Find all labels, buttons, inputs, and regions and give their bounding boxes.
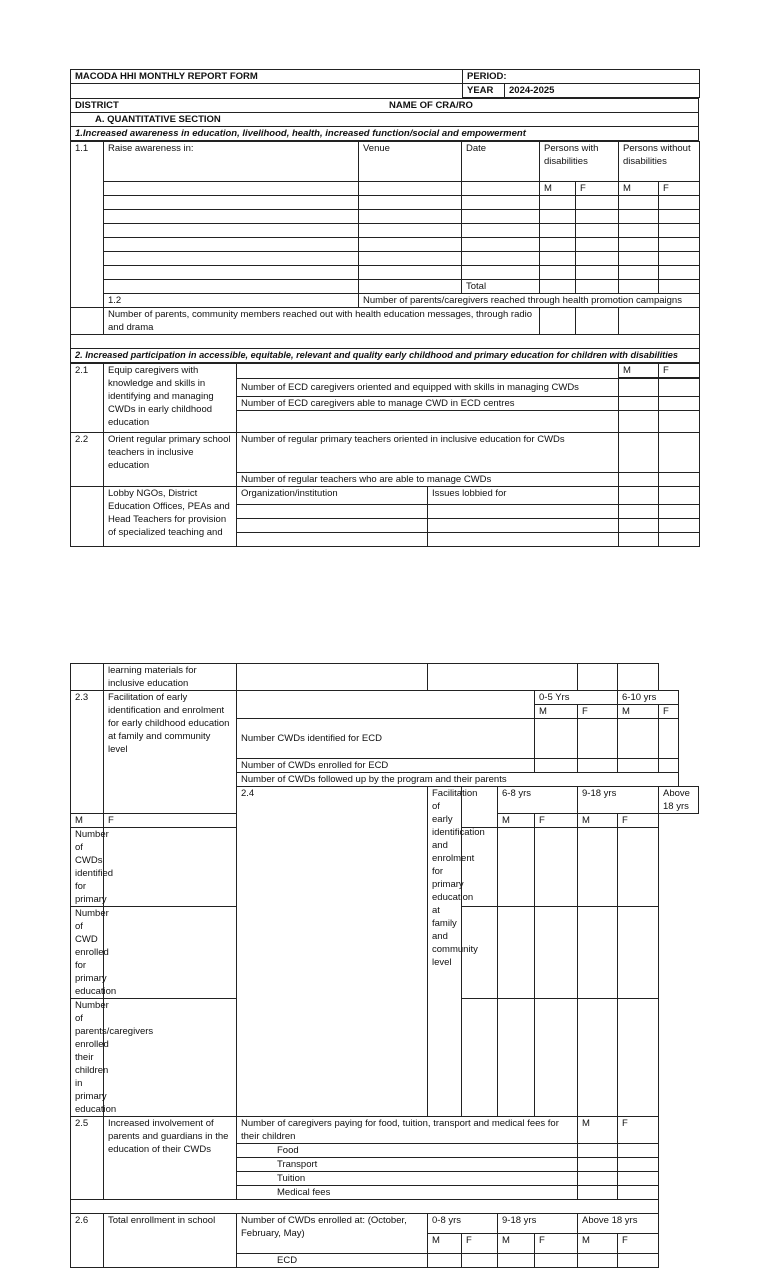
issues-header: Issues lobbied for [428,487,619,505]
table-cell [104,828,237,907]
f-header: F [618,1117,659,1144]
table-cell [359,238,462,252]
table-cell [659,759,679,773]
table-cell [576,224,619,238]
table-cell [659,397,700,411]
table-cell [659,473,700,487]
m-header: M [578,1234,618,1254]
district-label: DISTRICT [75,100,119,111]
f-header: F [659,364,700,378]
table-cell [540,224,576,238]
f-header: F [618,1234,659,1254]
table-cell [104,210,359,224]
f-header: F [659,182,700,196]
table-cell [618,759,659,773]
table-cell [576,308,619,335]
ecd-oriented-label: Number of ECD caregivers oriented and equipped with skills in managing CWDs [237,379,619,397]
cwds-identified-primary-label: Number of CWDs identified for primary [71,828,104,907]
table-cell [619,210,659,224]
tuition-label: Tuition [237,1172,578,1186]
early-identification-ecd-label: Facilitation of early identification and enrolment for early childhood education at family and community level [104,691,237,814]
table-cell [359,266,462,280]
teachers-oriented-label: Number of regular primary teachers oriented in inclusive education for CWDs [237,433,619,473]
radio-drama-label: Number of parents, community members reached out with health education messages, through radio and drama [104,308,540,335]
table-cell [104,280,359,294]
m-header: M [578,814,618,828]
transport-label: Transport [237,1158,578,1172]
table-cell [237,691,535,719]
table-cell [71,664,104,691]
table-cell [535,1254,578,1268]
table-cell [540,308,576,335]
age-0-5-header: 0-5 Yrs [535,691,618,705]
org-header: Organization/institution [237,487,428,505]
table-cell [618,999,659,1117]
table-cell [659,280,700,294]
f-header: F [535,1234,578,1254]
table-cell [359,224,462,238]
m-header: M [71,814,104,828]
table-cell [462,182,540,196]
table-cell [659,379,700,397]
row-2-2-number: 2.2 [71,433,104,487]
section-a-title: A. QUANTITATIVE SECTION [71,113,699,127]
row-1-2-number: 1.2 [104,294,359,308]
age-above-18-header: Above 18 yrs [659,787,699,814]
table-cell [540,280,576,294]
table-cell [578,1158,618,1172]
table-cell [578,719,618,759]
m-header: M [540,182,576,196]
table-cell [659,238,700,252]
blank-cell [71,84,463,98]
table-cell [619,411,659,433]
table-cell [659,210,700,224]
age-0-8-header: 0-8 yrs [428,1214,498,1234]
table-cell [619,505,659,519]
orient-teachers-label: Orient regular primary school teachers in inclusive education [104,433,237,487]
age-6-8-header: 6-8 yrs [498,787,578,814]
table-cell [659,519,700,533]
table-cell [618,828,659,907]
table-cell [535,999,578,1117]
m-header: M [535,705,578,719]
m-header: M [618,705,659,719]
table-cell [578,759,618,773]
ecd-able-label: Number of ECD caregivers able to manage CWD in ECD centres [237,397,619,411]
row-2-4-number: 2.4 [237,787,428,1117]
f-header: F [104,814,237,828]
header-table [70,69,700,98]
table-cell [104,252,359,266]
outcome-1-heading: 1.Increased awareness in education, livelihood, health, increased function/social and empowerment [71,127,699,141]
period-label: PERIOD: [463,70,700,84]
table-cell [428,664,578,691]
form-title: MACODA HHI MONTHLY REPORT FORM [71,70,463,84]
m-header: M [498,814,535,828]
table-cell [618,1158,659,1172]
table-cell [659,224,700,238]
table-cell [237,533,428,547]
f-header: F [462,1234,498,1254]
table-cell [535,828,578,907]
table-cell [576,266,619,280]
table-cell [104,182,359,196]
table-cell [535,719,578,759]
table-cell [619,379,659,397]
table-cell [578,999,618,1117]
table-cell [498,1254,535,1268]
table-cell [359,280,462,294]
medical-fees-label: Medical fees [237,1186,578,1200]
table-cell [104,238,359,252]
table-cell [619,196,659,210]
raise-awareness-label: Raise awareness in: [104,142,359,182]
table-cell [359,196,462,210]
table-cell [462,266,540,280]
table-cell [237,364,619,379]
pwod-header: Persons without disabilities [619,142,700,182]
table-cell [619,473,659,487]
caregivers-paying-label: Number of caregivers paying for food, tuition, transport and medical fees for their children [237,1117,578,1144]
table-cell [104,266,359,280]
m-header: M [498,1234,535,1254]
table-cell [618,907,659,999]
health-promotion-label: Number of parents/caregivers reached through health promotion campaigns [359,294,700,308]
continuation-table [70,663,699,1268]
table-cell [104,224,359,238]
equip-caregivers-label: Equip caregivers with knowledge and skills in identifying and managing CWDs in early childhood education [104,364,237,433]
cwds-followed-up-label: Number of CWDs followed up by the program and their parents [237,773,679,787]
age-9-18-header: 9-18 yrs [578,787,659,814]
table-cell [578,664,618,691]
table-cell [428,505,619,519]
table-cell [540,252,576,266]
outcome-2-heading: 2. Increased participation in accessible, equitable, relevant and quality early childhood and primary education for children with disabilities [71,349,700,363]
table-cell [578,1186,618,1200]
outcome-2-table [70,363,700,547]
row-2-5-number: 2.5 [71,1117,104,1200]
venue-header: Venue [359,142,462,182]
outcome-1-table [70,141,700,363]
table-cell [462,196,540,210]
table-cell [576,252,619,266]
page-2-form [70,663,699,1268]
table-cell [619,397,659,411]
table-cell [498,828,535,907]
f-header: F [578,705,618,719]
total-enrollment-label: Total enrollment in school [104,1214,237,1268]
spacer-row [71,335,700,349]
row-1-1-number: 1.1 [71,142,104,308]
district-table [70,98,699,141]
table-cell [659,252,700,266]
table-cell [619,433,659,473]
table-cell [428,1254,462,1268]
table-cell [540,196,576,210]
table-cell [104,907,237,999]
table-cell [618,1144,659,1158]
table-cell [618,1172,659,1186]
table-cell [619,252,659,266]
table-cell [659,505,700,519]
table-cell [578,1172,618,1186]
cwds-enrolled-ecd-label: Number of CWDs enrolled for ECD [237,759,535,773]
table-cell [498,999,535,1117]
table-cell [576,280,619,294]
age-6-10-header: 6-10 yrs [618,691,679,705]
table-cell [462,999,498,1117]
total-label: Total [462,280,540,294]
table-cell [576,238,619,252]
f-header: F [659,705,679,719]
district-row [71,99,699,113]
table-cell [71,308,104,335]
parents-enrolled-label: Number of parents/caregivers enrolled their children in primary education [71,999,104,1117]
ecd-label: ECD [237,1254,428,1268]
f-header: F [618,814,659,828]
table-cell [659,411,700,433]
row-2-3-number: 2.3 [71,691,104,814]
table-cell [619,238,659,252]
table-cell [498,907,535,999]
table-cell [659,487,700,505]
table-cell [462,224,540,238]
table-cell [237,519,428,533]
teachers-able-label: Number of regular teachers who are able to manage CWDs [237,473,619,487]
table-cell [462,1254,498,1268]
cra-label: NAME OF CRA/RO [389,100,473,111]
m-header: M [428,1234,462,1254]
age-9-18-header: 9-18 yrs [498,1214,578,1234]
table-cell [618,664,659,691]
row-2-6-number: 2.6 [71,1214,104,1268]
table-cell [237,411,619,433]
cwds-identified-ecd-label: Number CWDs identified for ECD [237,719,535,759]
table-cell [578,1254,618,1268]
row-2-1-number: 2.1 [71,364,104,433]
table-cell [462,238,540,252]
table-cell [540,210,576,224]
table-cell [359,252,462,266]
table-cell [659,266,700,280]
table-cell [659,433,700,473]
food-label: Food [237,1144,578,1158]
m-header: M [578,1117,618,1144]
f-header: F [535,814,578,828]
table-cell [618,719,659,759]
table-cell [462,210,540,224]
f-header: F [576,182,619,196]
parent-involvement-label: Increased involvement of parents and guardians in the education of their CWDs [104,1117,237,1200]
table-cell [578,828,618,907]
table-cell [619,487,659,505]
table-cell [237,505,428,519]
table-cell [462,252,540,266]
table-cell [428,533,619,547]
page-1-form [70,69,699,547]
table-cell [618,1254,659,1268]
lobby-label: Lobby NGOs, District Education Offices, PEAs and Head Teachers for provision of specialized teaching and [104,487,237,547]
table-cell [535,907,578,999]
table-cell [619,519,659,533]
table-cell [619,308,700,335]
m-header: M [619,182,659,196]
table-cell [578,907,618,999]
table-cell [71,487,104,547]
spacer-row [71,1200,659,1214]
table-cell [428,519,619,533]
pwd-header: Persons with disabilities [540,142,619,182]
early-identification-primary-label: Facilitation of early identification and enrolment for primary education at family and community level [428,787,462,1117]
cwds-enrolled-at-label: Number of CWDs enrolled at: (October, February, May) [237,1214,428,1254]
date-header: Date [462,142,540,182]
table-cell [359,210,462,224]
table-cell [576,196,619,210]
table-cell [359,182,462,196]
table-cell [540,238,576,252]
table-cell [619,266,659,280]
table-cell [618,1186,659,1200]
lobby-label-continued: learning materials for inclusive education [104,664,237,691]
table-cell [237,664,428,691]
year-label: YEAR [463,84,505,98]
table-cell [104,999,237,1117]
table-cell [619,280,659,294]
table-cell [659,533,700,547]
table-cell [540,266,576,280]
table-cell [659,196,700,210]
table-cell [578,1144,618,1158]
cwd-enrolled-primary-label: Number of CWD enrolled for primary education [71,907,104,999]
age-above-18-header: Above 18 yrs [578,1214,659,1234]
table-cell [619,224,659,238]
table-cell [619,533,659,547]
m-header: M [619,364,659,378]
table-cell [535,759,578,773]
table-cell [576,210,619,224]
year-value: 2024-2025 [505,84,700,98]
table-cell [104,196,359,210]
table-cell [659,719,679,759]
